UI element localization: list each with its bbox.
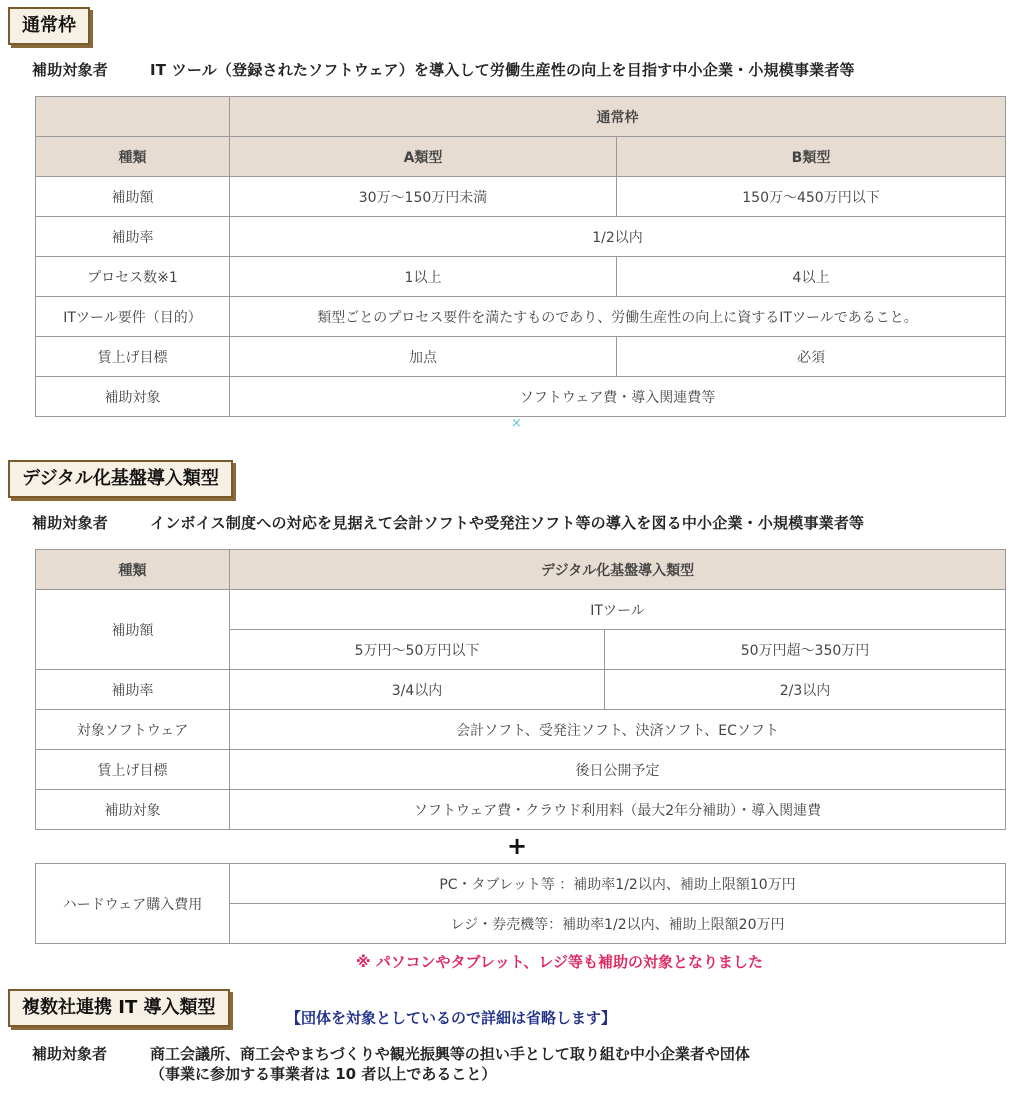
cell-value: 加点 [230,337,617,377]
digital-target-label: 補助対象者 [32,514,109,532]
table-row [36,257,1006,297]
cell-value: PC・タブレット等 ：補助率1/2以内、補助上限額10万円 [230,864,1006,904]
cell-value: 4以上 [617,257,1006,297]
row-label: ハードウェア購入費用 [36,864,230,944]
table-row [36,750,1006,790]
row-label: 補助額 [36,590,230,670]
regular-col-a: A類型 [230,137,617,177]
regular-target-text: IT ツール（登録されたソフトウェア）を導入して労働生産性の向上を目指す中小企業・小規模事業者等 [150,61,855,79]
table-row [36,670,1006,710]
table-row [36,550,1006,590]
table-row [36,864,1006,904]
multi-target-line1: 商工会議所、商工会やまちづくりや観光振興等の担い手として取り組む中小企業者や団体 [150,1045,750,1063]
cell-value: ソフトウェア費・導入関連費等 [230,377,1006,417]
cell-value: ITツール [230,590,1006,630]
cell-value: 会計ソフト、受発注ソフト、決済ソフト、ECソフト [230,710,1006,750]
regular-col-label: 種類 [36,137,230,177]
table-row [36,377,1006,417]
table-row [36,217,1006,257]
x-mark-icon: × [511,416,522,431]
digital-col-header: デジタル化基盤導入類型 [230,550,1006,590]
cell-value: 1/2以内 [230,217,1006,257]
row-label: 補助率 [36,670,230,710]
cell-value: 3/4以内 [230,670,605,710]
cell-value: 150万～450万円以下 [617,177,1006,217]
section-title-regular: 通常枠 [8,7,90,45]
cell-value: 類型ごとのプロセス要件を満たすものであり、労働生産性の向上に資するITツールであること。 [230,297,1006,337]
multi-target-block [32,1044,750,1084]
digital-table [35,549,1006,830]
cell-value: ソフトウェア費・クラウド利用料（最大2年分補助）・導入関連費 [230,790,1006,830]
section-title-multi: 複数社連携 IT 導入類型 [8,989,230,1027]
table-row [36,97,1006,137]
cell-value: 5万円～50万円以下 [230,630,605,670]
plus-icon: + [507,832,528,860]
hardware-table [35,863,1006,944]
table-row [36,710,1006,750]
table-row [36,337,1006,377]
row-label: ITツール要件（目的） [36,297,230,337]
row-label: 補助対象 [36,790,230,830]
regular-target-label: 補助対象者 [32,61,109,79]
digital-target-text: インボイス制度への対応を見据えて会計ソフトや受発注ソフト等の導入を図る中小企業・小規模事業者等 [150,514,865,532]
cell-value: 30万～150万円未満 [230,177,617,217]
omit-note: 【団体を対象としているので詳細は省略します】 [286,1009,617,1027]
digital-target-line [32,512,864,533]
row-label: プロセス数※1 [36,257,230,297]
regular-target-line [32,59,855,80]
cell-value: 2/3以内 [605,670,1006,710]
table-row [36,297,1006,337]
cell-value: レジ・券売機等：補助率1/2以内、補助上限額20万円 [230,904,1006,944]
section-title-digital: デジタル化基盤導入類型 [8,460,233,498]
table-row [36,137,1006,177]
multi-target-label: 補助対象者 [32,1045,108,1063]
row-label: 補助額 [36,177,230,217]
hardware-note: ※ パソコンやタブレット、レジ等も補助の対象となりました [356,953,764,971]
digital-col-label: 種類 [36,550,230,590]
multi-target-body [150,1044,750,1084]
row-label: 賃上げ目標 [36,750,230,790]
row-label: 対象ソフトウェア [36,710,230,750]
regular-corner-cell [36,97,230,137]
row-label: 補助対象 [36,377,230,417]
row-label: 補助率 [36,217,230,257]
table-row [36,590,1006,630]
cell-value: 50万円超～350万円 [605,630,1006,670]
cell-value: 1以上 [230,257,617,297]
regular-table [35,96,1006,417]
table-row [36,790,1006,830]
cell-value: 後日公開予定 [230,750,1006,790]
regular-col-b: B類型 [617,137,1006,177]
multi-target-line2: （事業に参加する事業者は 10 者以上であること） [150,1065,497,1083]
table-row [36,177,1006,217]
cell-value: 必須 [617,337,1006,377]
row-label: 賃上げ目標 [36,337,230,377]
regular-header-top: 通常枠 [230,97,1006,137]
